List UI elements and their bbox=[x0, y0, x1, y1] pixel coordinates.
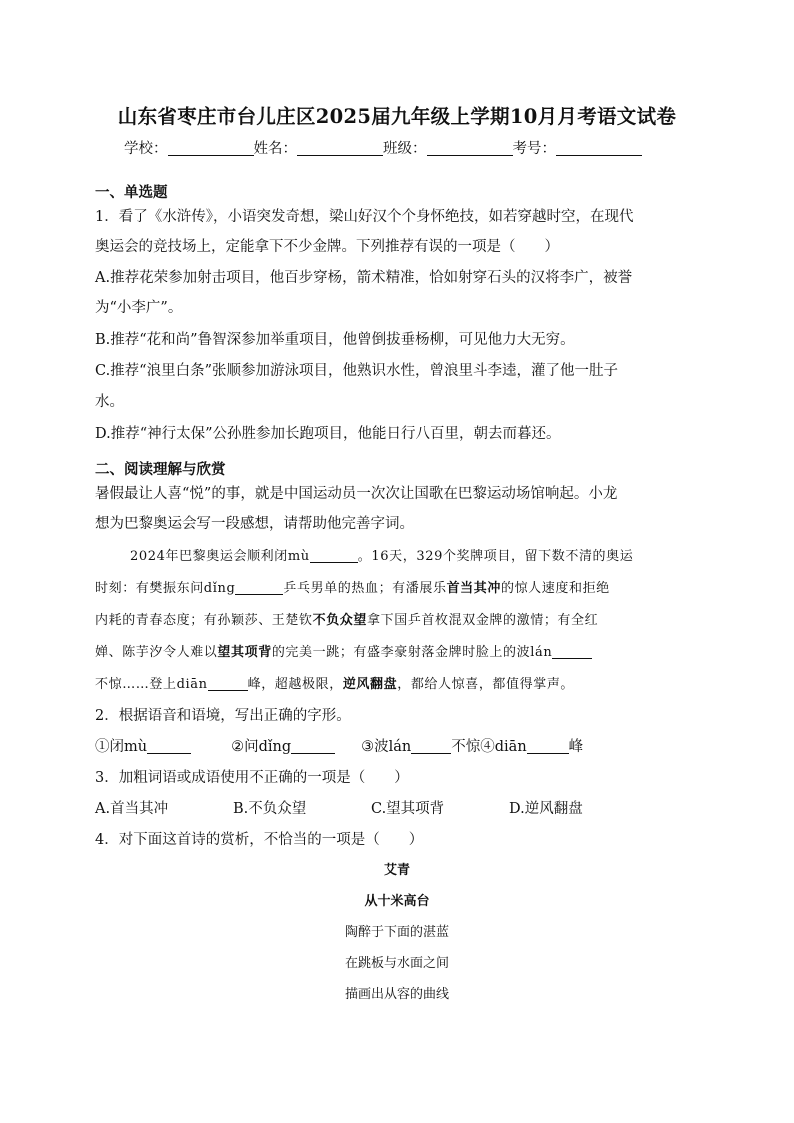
passage-text: 。16天，329个奖牌项目，留下数不清的奥运 bbox=[357, 549, 634, 564]
answer-blank-4[interactable] bbox=[527, 740, 569, 754]
answer-blank-1[interactable] bbox=[147, 740, 191, 754]
blank-lan bbox=[552, 645, 592, 659]
student-info-line bbox=[124, 137, 642, 158]
poem-line-2: 在跳板与水面之间 bbox=[344, 956, 449, 971]
q1-option-d: D.推荐“神行太保”公孙胜参加长跑项目，他能日行八百里，朝去而暮还。 bbox=[95, 426, 561, 442]
section2-heading: 二、阅读理解与欣赏 bbox=[95, 461, 226, 478]
blank-dian bbox=[208, 677, 248, 691]
poem-line-1: 陶醉于下面的湛蓝 bbox=[344, 925, 449, 940]
name-label: 姓名： bbox=[253, 141, 297, 157]
q2-option-1: ①闭mù bbox=[95, 739, 148, 755]
passage-text: 婵、陈芋汐令人难以 bbox=[95, 645, 218, 660]
class-label: 班级： bbox=[383, 141, 427, 157]
q2-text: 2．根据语音和语境，写出正确的字形。 bbox=[95, 708, 351, 724]
q2-options bbox=[95, 735, 583, 756]
q1-option-a-line1: A.推荐花荣参加射击项目，他百步穿杨，箭术精准，恰如射穿石头的汉将李广，被誉 bbox=[95, 270, 633, 286]
passage-line5 bbox=[95, 673, 574, 692]
q1-option-a-line2: 为“小李广”。 bbox=[95, 300, 183, 316]
passage-text: 时刻：有樊振东问dǐng bbox=[95, 581, 236, 596]
q2-option-2: ②问dǐng bbox=[231, 739, 292, 755]
section1-heading: 一、单选题 bbox=[95, 184, 168, 201]
passage-text: 的完美一跳；有盛李豪射落金牌时脸上的波lán bbox=[271, 645, 553, 660]
number-field[interactable] bbox=[556, 141, 642, 156]
bold-idiom-1: 首当其冲 bbox=[446, 581, 501, 596]
q1-option-c-line1: C.推荐“浪里白条”张顺参加游泳项目，他熟识水性，曾浪里斗李逵，灌了他一肚子 bbox=[95, 363, 619, 379]
q1-option-b: B.推荐“花和尚”鲁智深参加举重项目，他曾倒拔垂杨柳，可见他力大无穷。 bbox=[95, 332, 575, 348]
passage-line4 bbox=[95, 641, 592, 660]
number-label: 考号： bbox=[512, 141, 556, 157]
bold-idiom-2: 不负众望 bbox=[312, 613, 368, 628]
passage-text: 峰，超越极限， bbox=[247, 677, 343, 692]
passage-text: 的惊人速度和拒绝 bbox=[500, 581, 610, 596]
answer-blank-2[interactable] bbox=[291, 740, 335, 754]
passage-text: 拿下国乒首枚混双金牌的激情；有全红 bbox=[367, 613, 599, 628]
bold-idiom-4: 逆风翻盘 bbox=[342, 677, 398, 692]
school-field[interactable] bbox=[168, 141, 254, 156]
q2-option-4: 不惊④diān bbox=[451, 739, 527, 755]
blank-mu bbox=[310, 549, 358, 563]
page-title: 山东省枣庄市台儿庄区2025届九年级上学期10月月考语文试卷 bbox=[117, 105, 677, 128]
answer-blank-3[interactable] bbox=[411, 740, 451, 754]
section2-intro-line2: 想为巴黎奥运会写一段感想，请帮助他完善字词。 bbox=[95, 516, 414, 532]
bold-idiom-3: 望其项背 bbox=[217, 645, 272, 660]
q3-option-b: B.不负众望 bbox=[233, 801, 307, 817]
q1-text-line2: 奥运会的竞技场上，定能拿下不少金牌。下列推荐有误的一项是（ ） bbox=[95, 239, 559, 255]
q3-text: 3．加粗词语或成语使用不正确的一项是（ ） bbox=[95, 770, 409, 786]
name-field[interactable] bbox=[297, 141, 383, 156]
q3-option-a: A.首当其冲 bbox=[95, 801, 169, 817]
passage-text: ，都给人惊喜，都值得掌声。 bbox=[397, 677, 575, 692]
passage-text: 内耗的青春态度；有孙颖莎、王楚钦 bbox=[95, 613, 313, 628]
passage-line1 bbox=[130, 545, 633, 564]
passage-line3 bbox=[95, 609, 598, 628]
poem-line-3: 描画出从容的曲线 bbox=[344, 987, 449, 1002]
q3-option-c: C.望其项背 bbox=[371, 801, 445, 817]
q3-option-d: D.逆风翻盘 bbox=[509, 801, 583, 817]
passage-text: 乒乓男单的热血；有潘展乐 bbox=[283, 581, 447, 596]
section2-intro-line1: 暑假最让人喜“悦”的事，就是中国运动员一次次让国歌在巴黎运动场馆响起。小龙 bbox=[95, 486, 618, 502]
q1-option-c-line2: 水。 bbox=[95, 394, 124, 410]
passage-line2 bbox=[95, 577, 610, 596]
passage-text: 2024年巴黎奥运会顺利闭mù bbox=[130, 549, 310, 564]
blank-ding bbox=[235, 581, 283, 595]
poem-author: 艾青 bbox=[383, 863, 410, 878]
poem-title: 从十米高台 bbox=[364, 894, 430, 909]
q1-text-line1: 1．看了《水浒传》，小语突发奇想，梁山好汉个个身怀绝技，如若穿越时空，在现代 bbox=[95, 209, 634, 225]
q2-option-4-tail: 峰 bbox=[568, 739, 584, 755]
q4-text: 4．对下面这首诗的赏析，不恰当的一项是（ ） bbox=[95, 832, 424, 848]
class-field[interactable] bbox=[427, 141, 513, 156]
q2-option-3: ③波lán bbox=[361, 739, 412, 755]
school-label: 学校： bbox=[124, 141, 168, 157]
passage-text: 不惊……登上diān bbox=[95, 677, 208, 692]
